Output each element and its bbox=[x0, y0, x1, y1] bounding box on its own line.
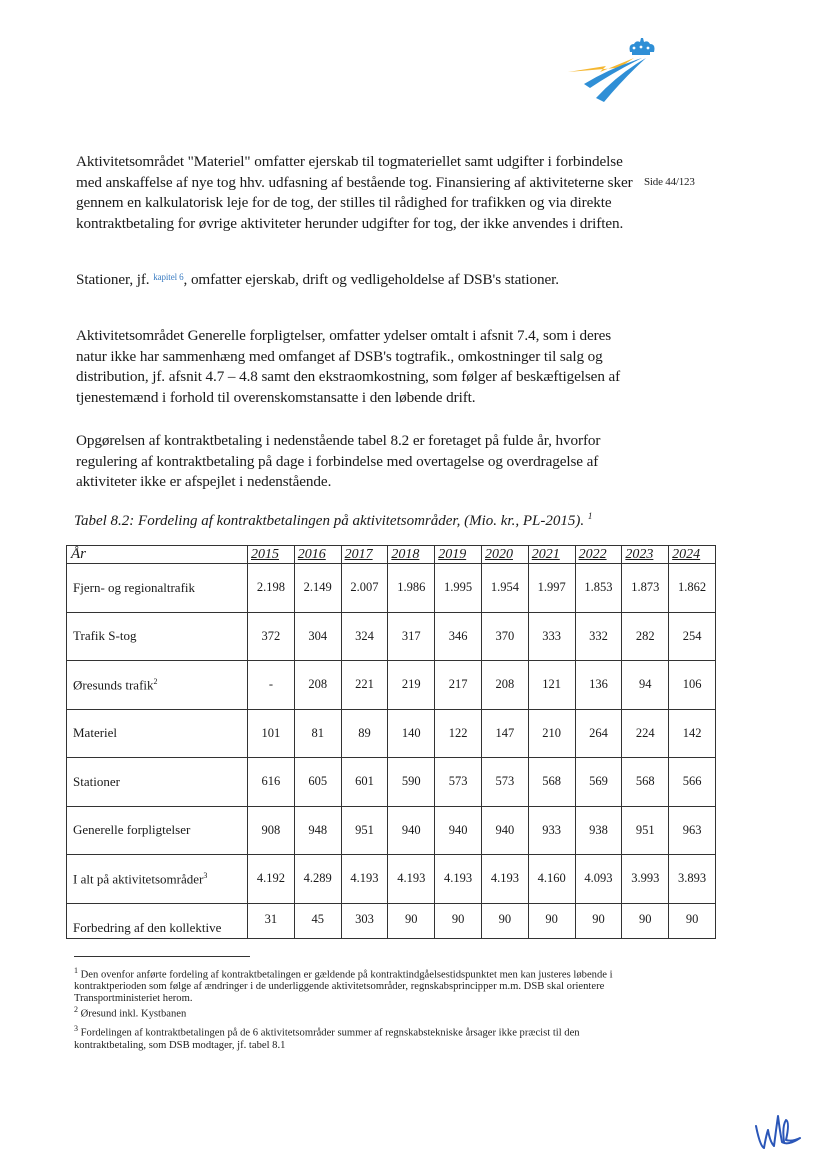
table-header-year: 2023 bbox=[622, 546, 669, 564]
table-cell-value: 122 bbox=[435, 709, 482, 758]
table-cell-value: 217 bbox=[435, 661, 482, 710]
table-cell-value: 346 bbox=[435, 612, 482, 661]
table-cell-value: 45 bbox=[294, 903, 341, 938]
table-row bbox=[67, 855, 716, 904]
row-label bbox=[67, 903, 248, 938]
table-row bbox=[67, 903, 716, 938]
row-label-text: Fjern- og regionaltrafik bbox=[73, 579, 196, 595]
row-label-text: Trafik S-tog bbox=[73, 628, 137, 644]
table-cell-value: 264 bbox=[575, 709, 622, 758]
table-header-year-label: År bbox=[67, 546, 248, 564]
footnote-1 bbox=[74, 965, 634, 1004]
table-cell-value: 616 bbox=[248, 758, 295, 807]
table-cell-value: 333 bbox=[528, 612, 575, 661]
table-cell-value: 210 bbox=[528, 709, 575, 758]
table-cell-value: 908 bbox=[248, 806, 295, 855]
footnote-number: 3 bbox=[74, 1024, 78, 1034]
row-label bbox=[67, 806, 248, 855]
table-cell-value: 601 bbox=[341, 758, 388, 807]
table-header-year: 2015 bbox=[248, 546, 295, 564]
table-cell-value: 317 bbox=[388, 612, 435, 661]
row-label bbox=[67, 855, 248, 904]
table-cell-value: 605 bbox=[294, 758, 341, 807]
paragraph-stationer-text-start: Stationer, jf. bbox=[76, 271, 154, 288]
table-cell-value: 219 bbox=[388, 661, 435, 710]
table-header-year: 2020 bbox=[481, 546, 528, 564]
table-row bbox=[67, 709, 716, 758]
table-cell-value: 1.862 bbox=[669, 564, 716, 613]
table-cell-value: 568 bbox=[528, 758, 575, 807]
table-cell-value: 324 bbox=[341, 612, 388, 661]
table-cell-value: 89 bbox=[341, 709, 388, 758]
table-cell-value: 963 bbox=[669, 806, 716, 855]
table-cell-value: 254 bbox=[669, 612, 716, 661]
table-cell-value: 3.893 bbox=[669, 855, 716, 904]
table-cell-value: 1.954 bbox=[481, 564, 528, 613]
table-cell-value: 90 bbox=[481, 903, 528, 938]
table-cell-value: 372 bbox=[248, 612, 295, 661]
table-cell-value: 1.873 bbox=[622, 564, 669, 613]
table-cell-value: 951 bbox=[341, 806, 388, 855]
table-row bbox=[67, 806, 716, 855]
table-cell-value: 90 bbox=[435, 903, 482, 938]
table-header-year: 2017 bbox=[341, 546, 388, 564]
table-cell-value: 951 bbox=[622, 806, 669, 855]
table-cell-value: 90 bbox=[622, 903, 669, 938]
row-label-text: Stationer bbox=[73, 773, 120, 789]
page-number: Side 44/123 bbox=[644, 176, 695, 188]
row-label-text: Generelle forpligtelser bbox=[73, 822, 191, 838]
table-header-year: 2016 bbox=[294, 546, 341, 564]
table-cell-value: 4.193 bbox=[388, 855, 435, 904]
footnote-text: Øresund inkl. Kystbanen bbox=[80, 1008, 187, 1020]
table-cell-value: 2.198 bbox=[248, 564, 295, 613]
paragraph-opgoerelse: Opgørelsen af kontraktbetaling i nedenstående tabel 8.2 er foretaget på fulde år, hvorfor regulering af kontraktbetaling på dage i forbindelse med overtagelse og overdragelse af aktiviteter ikke er afspejlet i nedenstående. bbox=[76, 432, 601, 491]
row-label-text: Materiel bbox=[73, 725, 118, 741]
table-cell-value: 1.986 bbox=[388, 564, 435, 613]
table-caption-text: Tabel 8.2: Fordeling af kontraktbetalingen på aktivitetsområder, (Mio. kr., PL-2015). bbox=[74, 513, 585, 529]
table-header-year: 2018 bbox=[388, 546, 435, 564]
footnote-number: 1 bbox=[74, 966, 78, 975]
table-cell-value: 940 bbox=[481, 806, 528, 855]
table-cell-value: 1.997 bbox=[528, 564, 575, 613]
table-cell-value: 140 bbox=[388, 709, 435, 758]
table-cell-value: 569 bbox=[575, 758, 622, 807]
kapitel-6-link[interactable]: kapitel 6 bbox=[153, 272, 184, 282]
table-cell-value: 4.093 bbox=[575, 855, 622, 904]
table-cell-value: 2.149 bbox=[294, 564, 341, 613]
row-label bbox=[67, 612, 248, 661]
contract-payment-table bbox=[66, 545, 716, 939]
footnote-text: Fordelingen af kontraktbetalingen på de 6 aktivitetsområder summer af regnskabstekniske årsager ikke præcist til den kontraktbetaling, som DSB modtager, jf. tabel 8.1 bbox=[74, 1027, 580, 1051]
table-cell-value: 948 bbox=[294, 806, 341, 855]
table-cell-value: 90 bbox=[388, 903, 435, 938]
table-cell-value: 90 bbox=[528, 903, 575, 938]
table-cell-value: 208 bbox=[294, 661, 341, 710]
table-cell-value: 101 bbox=[248, 709, 295, 758]
table-cell-value: 332 bbox=[575, 612, 622, 661]
table-row bbox=[67, 758, 716, 807]
table-row bbox=[67, 661, 716, 710]
table-cell-value: 90 bbox=[669, 903, 716, 938]
paragraph-stationer bbox=[76, 267, 636, 291]
table-cell-value: 573 bbox=[435, 758, 482, 807]
table-header-year: 2021 bbox=[528, 546, 575, 564]
table-row bbox=[67, 612, 716, 661]
table-header-year: 2022 bbox=[575, 546, 622, 564]
signature-initials-icon bbox=[752, 1112, 812, 1152]
footnote-2 bbox=[74, 1004, 634, 1020]
table-header-row bbox=[67, 546, 716, 564]
paragraph-generelle-forpligtelser: Aktivitetsområdet Generelle forpligtelser, omfatter ydelser omtalt i afsnit 7.4, som i deres natur ikke har sammenhæng med omfanget af DSB's togtrafik., omkostninger til salg og distribution, jf. afsnit 4.7 – 4.8 samt den ekstraomkostning, som følger af beskæftigelsen af tjenestemænd i forhold til overenskomstansatte i den løbende drift. bbox=[76, 327, 621, 406]
row-label-text: Forbedring af den kollektive bbox=[73, 919, 222, 935]
table-cell-value: 81 bbox=[294, 709, 341, 758]
footnotes bbox=[74, 965, 634, 1051]
table-cell-value: 106 bbox=[669, 661, 716, 710]
table-cell-value: 4.192 bbox=[248, 855, 295, 904]
row-label-text: I alt på aktivitetsområder bbox=[73, 870, 204, 886]
paragraph-materiel: Aktivitetsområdet "Materiel" omfatter ejerskab til togmateriellet samt udgifter i forbindelse med anskaffelse af nye tog hhv. udfasning af bestående tog. Finansiering af aktiviteterne sker gennem en kalkulatorisk leje for de tog, der stilles til rådighed for trafikken og via direkte kontraktbetaling for øvrige aktiviteter herunder udgifter for tog, der ikke anvendes i driften. bbox=[76, 153, 633, 232]
table-cell-value: 90 bbox=[575, 903, 622, 938]
table-cell-value: 940 bbox=[388, 806, 435, 855]
table-cell-value: 121 bbox=[528, 661, 575, 710]
table-cell-value: 304 bbox=[294, 612, 341, 661]
row-footnote-ref: 3 bbox=[203, 870, 208, 880]
table-cell-value: 933 bbox=[528, 806, 575, 855]
table-cell-value: 573 bbox=[481, 758, 528, 807]
table-cell-value: 1.995 bbox=[435, 564, 482, 613]
table-cell-value: 4.160 bbox=[528, 855, 575, 904]
row-label bbox=[67, 564, 248, 613]
footnote-number: 2 bbox=[74, 1005, 78, 1015]
table-cell-value: 4.193 bbox=[341, 855, 388, 904]
table-cell-value: 566 bbox=[669, 758, 716, 807]
footnote-divider bbox=[74, 956, 250, 957]
table-cell-value: 2.007 bbox=[341, 564, 388, 613]
table-row bbox=[67, 564, 716, 613]
table-cell-value: 568 bbox=[622, 758, 669, 807]
table-cell-value: 4.193 bbox=[435, 855, 482, 904]
row-label-text: Øresunds trafik bbox=[73, 676, 154, 692]
table-cell-value: 590 bbox=[388, 758, 435, 807]
table-cell-value: 303 bbox=[341, 903, 388, 938]
table-cell-value: 3.993 bbox=[622, 855, 669, 904]
table-cell-value: 370 bbox=[481, 612, 528, 661]
table-cell-value: 208 bbox=[481, 661, 528, 710]
footnote-text: Den ovenfor anførte fordeling af kontraktbetalingen er gældende på kontraktindgåelsestidspunktet men kan justeres løbende i kontraktperioden som følge af ændringer i de underliggende aktivitetsområder, regnskabsprincipper m.m. DSB skal orientere Transportministeriet herom. bbox=[74, 969, 613, 1004]
row-label bbox=[67, 758, 248, 807]
table-cell-value: 4.193 bbox=[481, 855, 528, 904]
row-label bbox=[67, 661, 248, 710]
table-cell-value: - bbox=[248, 661, 295, 710]
table-cell-value: 4.289 bbox=[294, 855, 341, 904]
dsb-logo-icon bbox=[566, 38, 658, 104]
table-header-year: 2019 bbox=[435, 546, 482, 564]
table-cell-value: 938 bbox=[575, 806, 622, 855]
paragraph-stationer-text-end: , omfatter ejerskab, drift og vedligeholdelse af DSB's stationer. bbox=[183, 271, 559, 288]
table-header-year: 2024 bbox=[669, 546, 716, 564]
table-cell-value: 1.853 bbox=[575, 564, 622, 613]
table-cell-value: 282 bbox=[622, 612, 669, 661]
table-cell-value: 31 bbox=[248, 903, 295, 938]
row-footnote-ref: 2 bbox=[153, 676, 158, 686]
table-cell-value: 224 bbox=[622, 709, 669, 758]
table-caption bbox=[74, 507, 674, 531]
table-cell-value: 136 bbox=[575, 661, 622, 710]
table-cell-value: 221 bbox=[341, 661, 388, 710]
table-cell-value: 94 bbox=[622, 661, 669, 710]
table-cell-value: 147 bbox=[481, 709, 528, 758]
table-caption-footnote-ref: 1 bbox=[587, 511, 593, 521]
table-cell-value: 940 bbox=[435, 806, 482, 855]
table-cell-value: 142 bbox=[669, 709, 716, 758]
row-label bbox=[67, 709, 248, 758]
footnote-3 bbox=[74, 1023, 634, 1051]
